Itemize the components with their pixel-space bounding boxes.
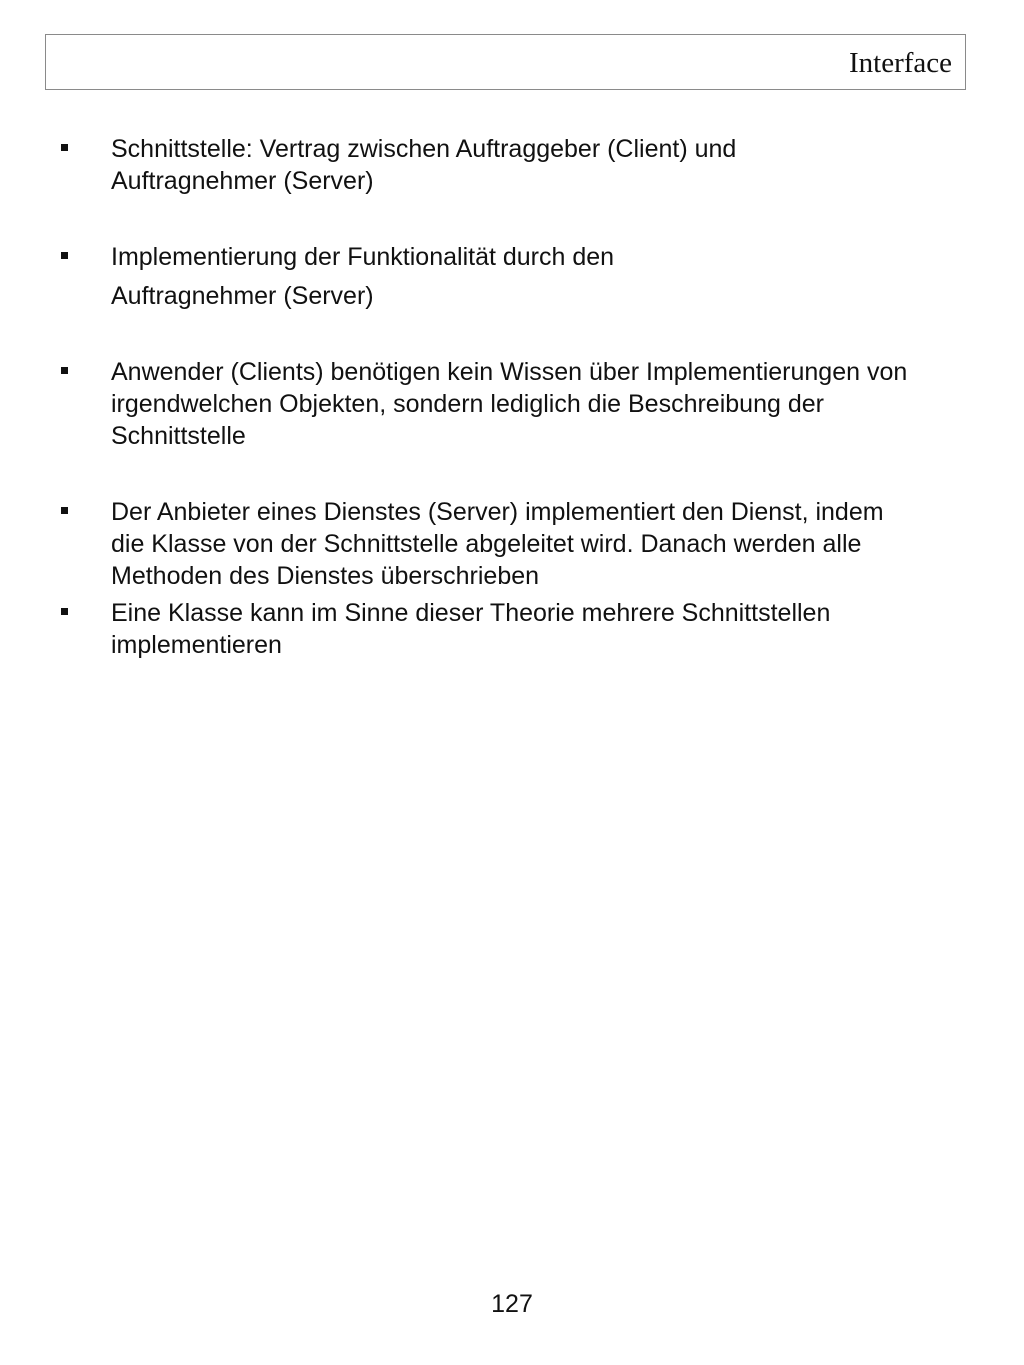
- bullet-text: [111, 356, 971, 452]
- bullet-line: Eine Klasse kann im Sinne dieser Theorie mehrere Schnittstellen: [111, 599, 831, 627]
- square-bullet-icon: [61, 367, 68, 374]
- square-bullet-icon: [61, 252, 68, 259]
- bullet-line: Anwender (Clients) benötigen kein Wissen über Implementierungen von: [111, 358, 908, 386]
- bullet-line: die Klasse von der Schnittstelle abgeleitet wird. Danach werden alle: [111, 530, 862, 558]
- square-bullet-icon: [61, 608, 68, 615]
- bullet-line: Implementierung der Funktionalität durch den: [111, 243, 615, 271]
- bullet-line: Auftragnehmer (Server): [111, 167, 374, 195]
- slide-title-box: [45, 34, 966, 90]
- bullet-text: [111, 133, 971, 197]
- bullet-line: Auftragnehmer (Server): [111, 282, 374, 310]
- square-bullet-icon: [61, 144, 68, 151]
- bullet-line: Der Anbieter eines Dienstes (Server) implementiert den Dienst, indem: [111, 498, 884, 526]
- bullet-line: Schnittstelle: Vertrag zwischen Auftraggeber (Client) und: [111, 135, 737, 163]
- bullet-line: implementieren: [111, 631, 282, 659]
- page-number: 127: [491, 1290, 533, 1318]
- square-bullet-icon: [61, 507, 68, 514]
- bullet-line: Methoden des Dienstes überschrieben: [111, 562, 540, 590]
- slide-title: Interface: [848, 47, 952, 79]
- bullet-line: Schnittstelle: [111, 422, 246, 450]
- bullet-text: [111, 241, 971, 312]
- bullet-line: irgendwelchen Objekten, sondern lediglich die Beschreibung der: [111, 390, 824, 418]
- bullet-text: [111, 597, 971, 661]
- bullet-text: [111, 496, 971, 592]
